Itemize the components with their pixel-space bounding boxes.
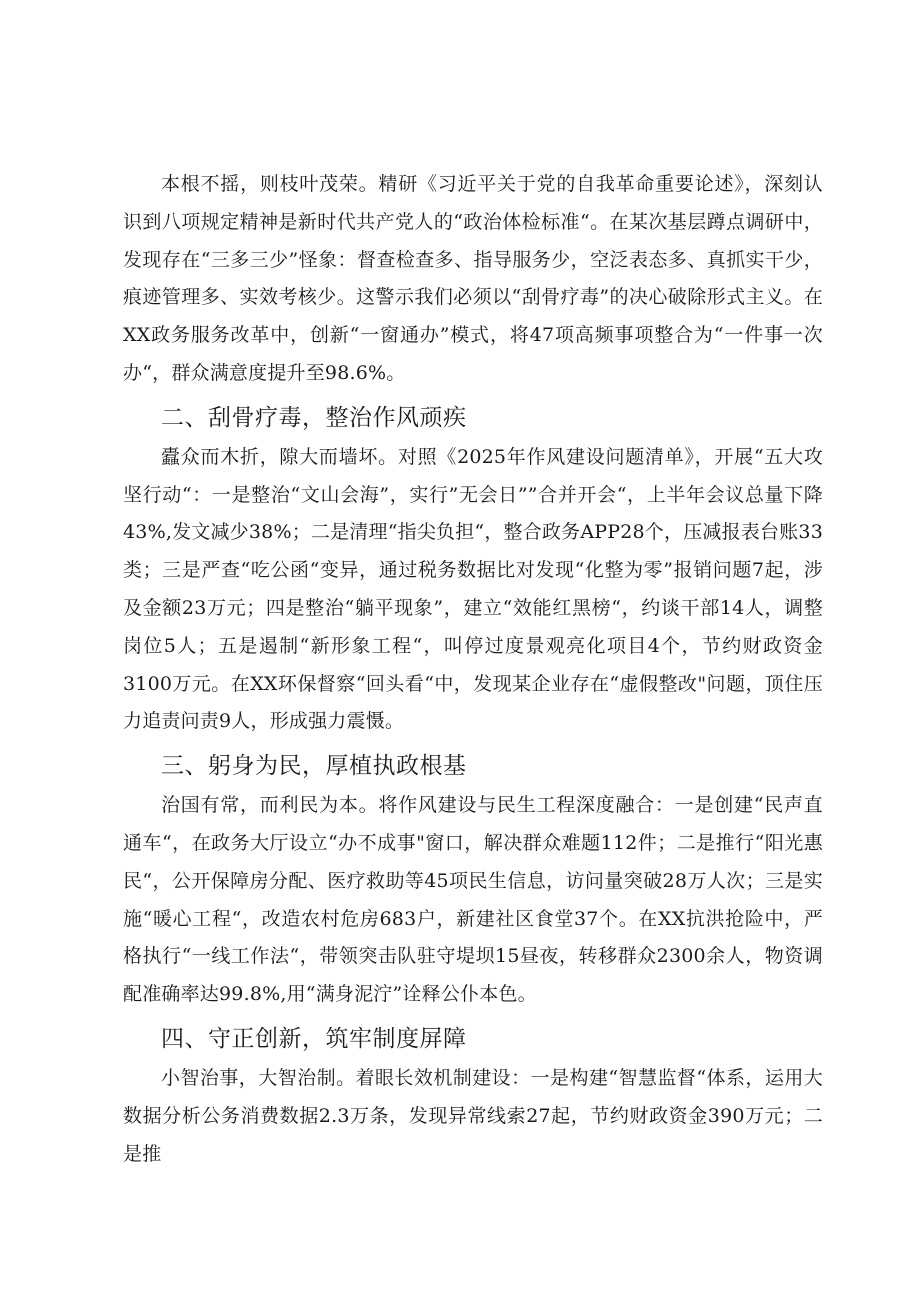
document-page xyxy=(123,166,823,1173)
section-heading-3: 三、躬身为民，厚植执政根基 xyxy=(161,753,467,780)
paragraph-section-4: 小智治事，大智治制。着眼长效机制建设：一是构建“智慧监督“体系，运用大数据分析公务消费数据2.3万条，发现异常线索27起，节约财政资金390万元；二是推 xyxy=(123,1066,823,1165)
section-heading-2: 二、刮骨疗毒，整治作风顽疾 xyxy=(161,404,467,431)
paragraph-section-2: 蠹众而木折，隙大而墙坏。对照《2025年作风建设问题清单》，开展“五大攻坚行动“：一是整治“文山会海”，实行”无会日””合并开会“，上半年会议总量下降43%,发文减少38%；二是清理“指尖负担“，整合政务APP28个，压减报表台账33类；三是严查“吃公函“变异，通过税务数据比对发现“化整为零”报销问题7起，涉及金额23万元；四是整治“躺平现象”，建立“效能红黑榜“，约谈干部14人，调整岗位5人；五是遏制“新形象工程“，叫停过度景观亮化项目4个，节约财政资金3100万元。在XX环保督察“回头看“中，发现某企业存在“虚假整改"问题，顶住压力追责问责9人，形成强力震慑。 xyxy=(123,445,823,733)
paragraph-section-3: 治国有常，而利民为本。将作风建设与民生工程深度融合：一是创建“民声直通车“，在政务大厅设立“办不成事"窗口，解决群众难题112件；二是推行“阳光惠民“，公开保障房分配、医疗救助等45项民生信息，访问量突破28万人次；三是实施“暖心工程“，改造农村危房683户，新建社区食堂37个。在XX抗洪抢险中，严格执行“一线工作法“，带领突击队驻守堤坝15昼夜，转移群众2300余人，物资调配准确率达99.8%,用“满身泥泞”诠释公仆本色。 xyxy=(123,794,823,1006)
paragraph-intro-continuation: 本根不摇，则枝叶茂荣。精研《习近平关于党的自我革命重要论述》，深刻认识到八项规定精神是新时代共产党人的“政治体检标准“。在某次基层蹲点调研中，发现存在“三多三少”怪象：督查检查多、指导服务少，空泛表态多、真抓实干少，痕迹管理多、实效考核少。这警示我们必须以“刮骨疗毒”的决心破除形式主义。在XX政务服务改革中，创新“一窗通办”模式，将47项高频事项整合为“一件事一次办“，群众满意度提升至98.6%。 xyxy=(123,173,823,384)
section-heading-4: 四、守正创新，筑牢制度屏障 xyxy=(161,1025,467,1052)
